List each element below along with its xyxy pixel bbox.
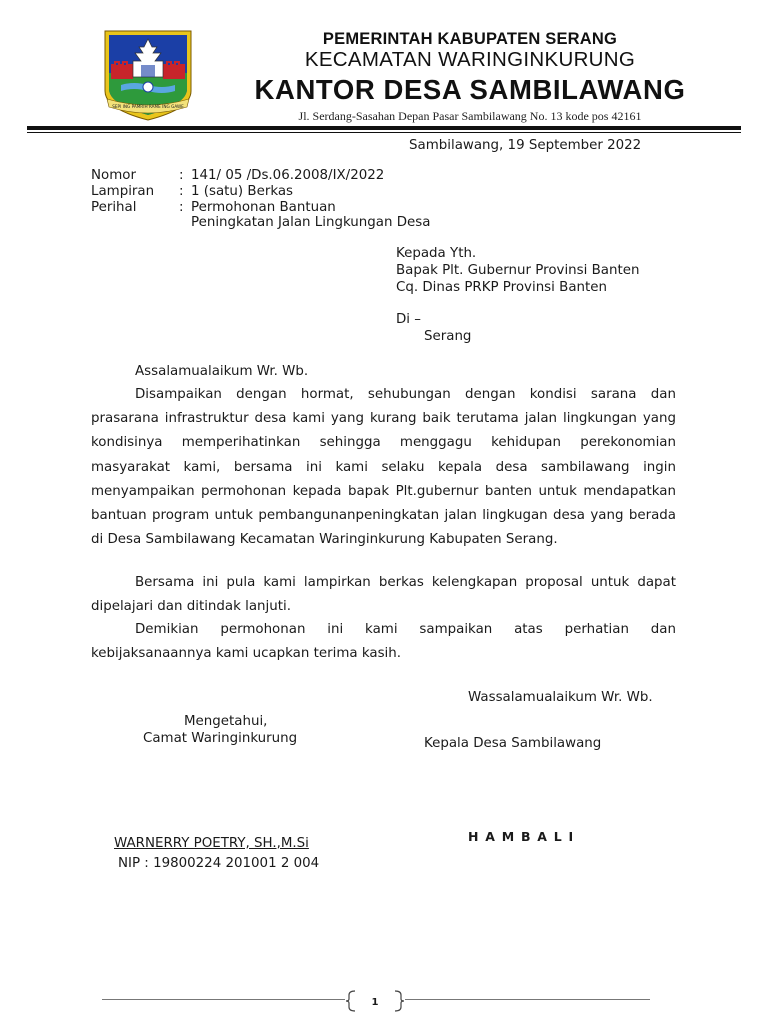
body-paragraph-3-text: Demikian permohonan ini kami sampaikan atas perhatian dan kebijaksanaannya kami ucapkan terima kasih. bbox=[91, 622, 676, 662]
meta-label-perihal: Perihal bbox=[91, 200, 137, 215]
meta-value-perihal-cont: Peningkatan Jalan Lingkungan Desa bbox=[191, 215, 431, 230]
recipient-kepada: Kepada Yth. bbox=[396, 246, 477, 261]
letterhead-rule-thick bbox=[27, 126, 741, 130]
acknowledged-label: Mengetahui, bbox=[184, 714, 268, 729]
meta-value-lampiran: 1 (satu) Berkas bbox=[191, 184, 294, 199]
svg-text:SEPI ING PAMRIH RAME ING GAWE: SEPI ING PAMRIH RAME ING GAWE bbox=[112, 104, 184, 109]
body-paragraph-1 bbox=[91, 383, 676, 552]
page-number: 1 bbox=[371, 997, 379, 1008]
meta-value-nomor: 141/ 05 /Ds.06.2008/IX/2022 bbox=[191, 168, 385, 183]
meta-value-perihal: Permohonan Bantuan bbox=[191, 200, 336, 215]
recipient-di: Di – bbox=[396, 312, 421, 327]
meta-label-nomor: Nomor bbox=[91, 168, 136, 183]
kades-title: Kepala Desa Sambilawang bbox=[424, 736, 602, 751]
letterhead-government: PEMERINTAH KABUPATEN SERANG bbox=[322, 30, 618, 48]
meta-label-lampiran: Lampiran bbox=[91, 184, 155, 199]
meta-colon: : bbox=[179, 184, 184, 199]
body-paragraph-2-text: Bersama ini pula kami lampirkan berkas kelengkapan proposal untuk dapat dipelajari dan ditindak lanjuti. bbox=[91, 575, 676, 615]
meta-colon: : bbox=[179, 168, 184, 183]
closing-salutation: Wassalamualaikum Wr. Wb. bbox=[468, 690, 653, 705]
regency-logo bbox=[101, 29, 195, 122]
camat-name: WARNERRY POETRY, SH.,M.Si bbox=[114, 836, 309, 851]
letterhead-rule-thin bbox=[27, 132, 741, 133]
regency-logo-emblem bbox=[101, 29, 195, 122]
recipient-city: Serang bbox=[424, 329, 472, 344]
letterhead-office: KANTOR DESA SAMBILAWANG bbox=[254, 74, 686, 105]
letter-date: Sambilawang, 19 September 2022 bbox=[409, 138, 642, 153]
letterhead-address: Jl. Serdang-Sasahan Depan Pasar Sambilawang No. 13 kode pos 42161 bbox=[298, 109, 642, 123]
meta-colon: : bbox=[179, 200, 184, 215]
recipient-name: Bapak Plt. Gubernur Provinsi Banten bbox=[396, 263, 640, 278]
body-paragraph-3 bbox=[91, 618, 676, 666]
camat-nip: NIP : 19800224 201001 2 004 bbox=[118, 856, 320, 871]
letterhead-district: KECAMATAN WARINGINKURUNG bbox=[304, 48, 636, 71]
kades-name: HAMBALI bbox=[468, 829, 580, 844]
camat-title: Camat Waringinkurung bbox=[143, 731, 298, 746]
body-paragraph-1-text: Disampaikan dengan hormat, sehubungan dengan kondisi sarana dan prasarana infrastruktur desa kami yang kurang baik terutama jalan lingkungan yang kondisinya memperihatinkan sehingga menggagu kehidupan perekonomian masyarakat kami, bersama ini kami selaku kepala desa sambilawang ingin menyampaikan permohonan kepada bapak Plt.gubernur banten untuk mendapatkan bantuan program untuk pembangunanpeningkatan jalan lingkugan desa yang berada di Desa Sambilawang Kecamatan Waringinkurung Kabupaten Serang. bbox=[91, 387, 676, 548]
greeting: Assalamualaikum Wr. Wb. bbox=[135, 364, 309, 379]
body-paragraph-2 bbox=[91, 571, 676, 619]
recipient-cq: Cq. Dinas PRKP Provinsi Banten bbox=[396, 280, 607, 295]
